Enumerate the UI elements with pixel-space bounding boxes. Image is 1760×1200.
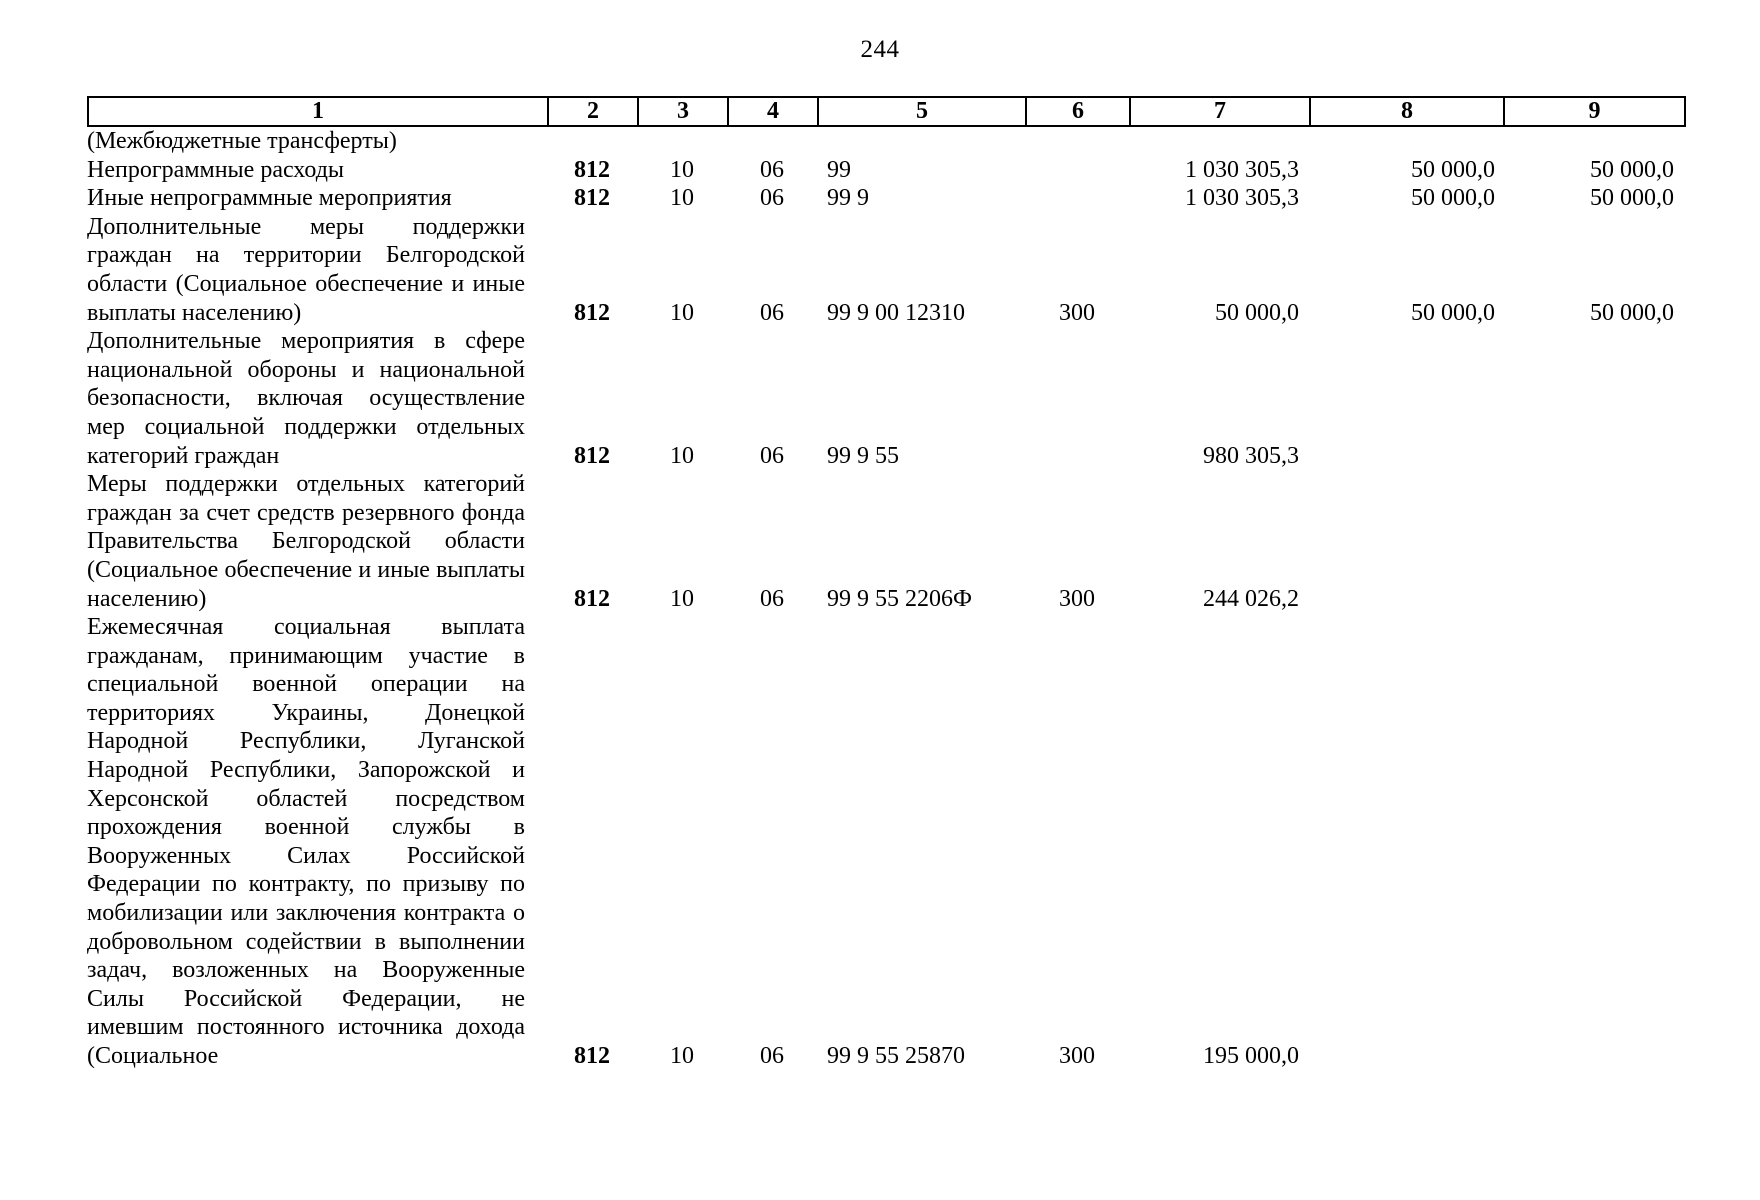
row-admin-code-cell: 812 (574, 442, 610, 469)
table-row (87, 184, 1684, 213)
row-subsection-cell (727, 127, 817, 156)
column-header-7: 7 (1130, 97, 1310, 126)
row-expense-type-cell (1025, 184, 1129, 213)
column-header-5: 5 (818, 97, 1026, 126)
row-section-cell (637, 127, 727, 156)
table-row (87, 613, 1684, 1071)
row-target-item-cell: 99 9 00 12310 (827, 299, 965, 326)
column-header-6: 6 (1026, 97, 1130, 126)
column-header-3: 3 (638, 97, 728, 126)
table-row (87, 470, 1684, 613)
row-expense-type-cell: 300 (1059, 1043, 1095, 1069)
row-admin-code-cell: 812 (574, 156, 610, 183)
column-header-4: 4 (728, 97, 818, 126)
row-name-cell: Ежемесячная социальная выплата гражданам, принимающим участие в специальной военной операции на территориях Украины, Донецкой Народной Республики, Луганской Народной Республики, Запорожской и Херсонской областей посредством прохождения военной службы в Вооруженных Силах Российской Федерации по контракту, по призыву по мобилизации или заключения контракта о добровольном содействии в выполнении задач, возложенных на Вооруженные Силы Российской Федерации, не имевшим постоянного источника дохода (Социальное (87, 614, 525, 1069)
row-section-cell: 10 (670, 442, 694, 469)
row-admin-code-cell: 812 (574, 585, 610, 612)
column-header-8: 8 (1310, 97, 1504, 126)
row-amount-1-cell: 244 026,2 (1203, 585, 1299, 612)
row-subsection-cell: 06 (760, 185, 784, 212)
row-name-cell: Дополнительные мероприятия в сфере национальной обороны и национальной безопасности, включая осуществление мер социальной поддержки отдельных категорий граждан (87, 328, 525, 469)
row-amount-1-cell: 50 000,0 (1215, 299, 1299, 326)
row-admin-code-cell (547, 127, 637, 156)
row-amount-2-cell (1309, 613, 1503, 1071)
row-amount-3-cell (1503, 613, 1684, 1071)
row-amount-2-cell (1309, 127, 1503, 156)
row-target-item-cell: 99 9 55 (827, 442, 899, 469)
row-amount-3-cell (1503, 327, 1684, 470)
row-admin-code-cell: 812 (574, 185, 610, 212)
budget-table (87, 127, 1684, 1071)
row-expense-type-cell: 300 (1059, 585, 1095, 612)
row-name-cell: Дополнительные меры поддержки граждан на территории Белгородской области (Социальное обеспечение и иные выплаты населению) (87, 213, 525, 326)
row-amount-1-cell: 980 305,3 (1203, 442, 1299, 469)
row-amount-2-cell (1309, 470, 1503, 613)
table-row (87, 327, 1684, 470)
row-amount-1-cell: 1 030 305,3 (1185, 156, 1299, 183)
row-subsection-cell: 06 (760, 585, 784, 612)
row-amount-2-cell: 50 000,0 (1411, 185, 1495, 212)
row-section-cell: 10 (670, 585, 694, 612)
row-target-item-cell: 99 9 (827, 185, 869, 212)
column-header-2: 2 (548, 97, 638, 126)
row-subsection-cell: 06 (760, 156, 784, 183)
row-amount-2-cell (1309, 327, 1503, 470)
column-header-1: 1 (88, 97, 548, 126)
row-subsection-cell: 06 (760, 442, 784, 469)
row-subsection-cell: 06 (760, 1043, 784, 1069)
row-name-cell: (Межбюджетные трансферты) (87, 128, 397, 154)
row-amount-3-cell: 50 000,0 (1590, 185, 1674, 212)
page-number: 244 (860, 36, 900, 63)
row-amount-1-cell (1129, 127, 1309, 156)
row-admin-code-cell: 812 (574, 299, 610, 326)
table-row (87, 127, 1684, 156)
row-section-cell: 10 (670, 1043, 694, 1069)
row-target-item-cell: 99 9 55 25870 (827, 1043, 965, 1069)
row-expense-type-cell (1025, 127, 1129, 156)
row-amount-2-cell: 50 000,0 (1411, 156, 1495, 183)
row-expense-type-cell: 300 (1059, 299, 1095, 326)
row-amount-2-cell: 50 000,0 (1411, 299, 1495, 326)
table-row (87, 156, 1684, 185)
row-expense-type-cell (1025, 156, 1129, 185)
row-name-cell: Иные непрограммные мероприятия (87, 185, 452, 212)
row-section-cell: 10 (670, 185, 694, 212)
row-target-item-cell (817, 127, 1025, 156)
row-amount-1-cell: 195 000,0 (1203, 1043, 1299, 1069)
column-header-row (87, 96, 1686, 127)
row-admin-code-cell: 812 (574, 1043, 610, 1069)
row-amount-1-cell: 1 030 305,3 (1185, 185, 1299, 212)
row-amount-3-cell: 50 000,0 (1590, 156, 1674, 183)
row-name-cell: Меры поддержки отдельных категорий граждан за счет средств резервного фонда Правительства Белгородской области (Социальное обеспечение и иные выплаты населению) (87, 471, 525, 612)
row-amount-3-cell (1503, 470, 1684, 613)
row-name-cell: Непрограммные расходы (87, 156, 345, 183)
row-amount-3-cell (1503, 127, 1684, 156)
row-expense-type-cell (1025, 327, 1129, 470)
row-target-item-cell: 99 (827, 156, 851, 183)
row-section-cell: 10 (670, 156, 694, 183)
row-target-item-cell: 99 9 55 2206Ф (827, 585, 972, 612)
row-amount-3-cell: 50 000,0 (1590, 299, 1674, 326)
column-header-9: 9 (1504, 97, 1685, 126)
row-subsection-cell: 06 (760, 299, 784, 326)
row-section-cell: 10 (670, 299, 694, 326)
table-row (87, 213, 1684, 327)
